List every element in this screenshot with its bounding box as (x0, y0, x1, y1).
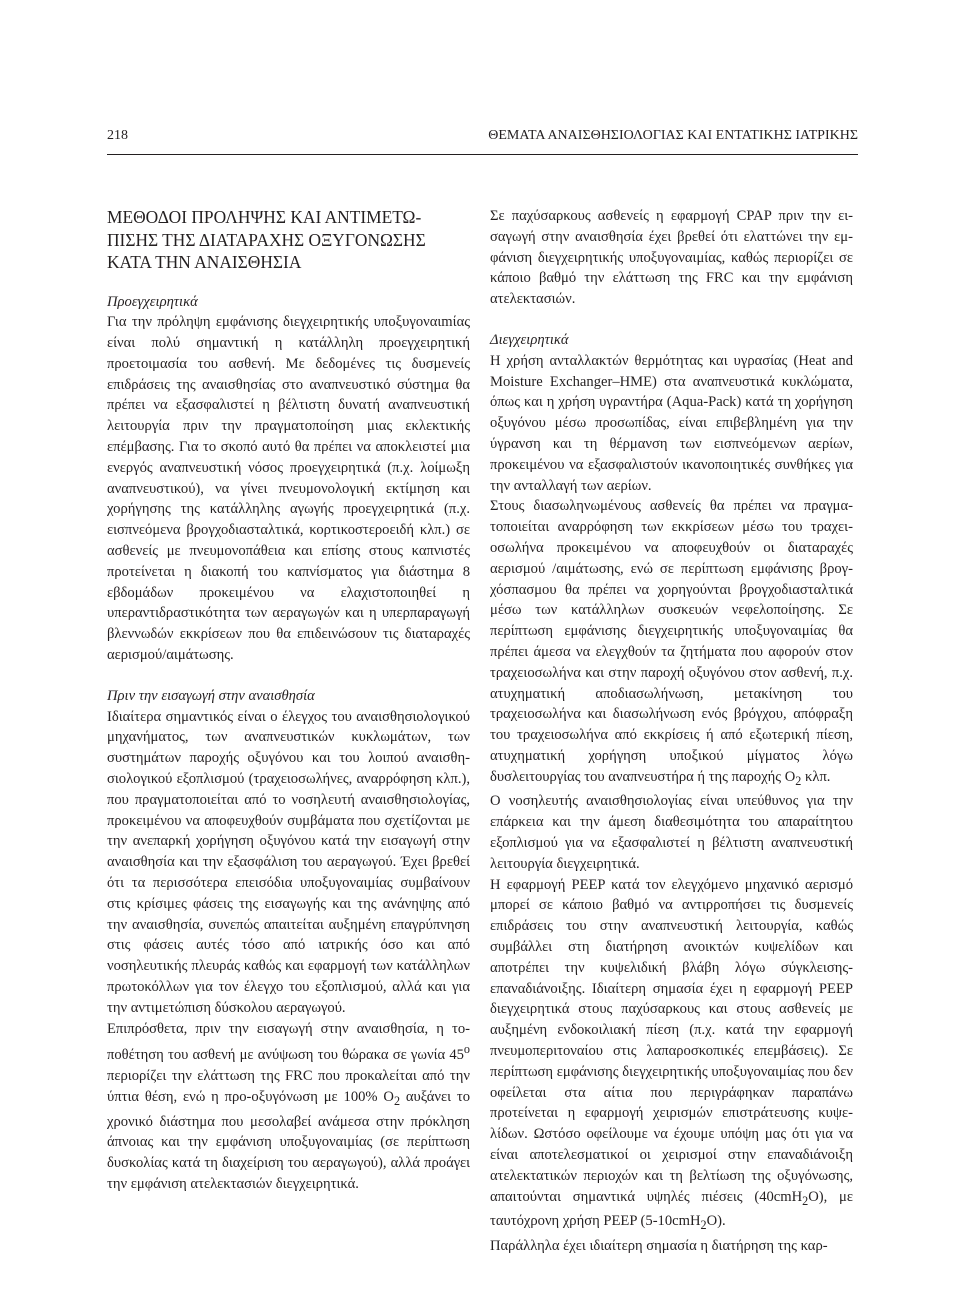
text-run: κλπ. (801, 768, 831, 785)
section-title (107, 206, 470, 274)
subheading-before-induction: Πριν την εισαγωγή στην αναισθησία (107, 687, 315, 704)
subscript: 2 (700, 1218, 707, 1233)
section-title-line-2: ΠΙΣΗΣ ΤΗΣ ΔΙΑΤΑΡΑΧΗΣ ΟΞΥΓΟΝΩΣΗΣ (107, 229, 426, 250)
text-run: Η εφαρμογή PEEP κατά τον ελεγχόμενο μηχανικό αερισμό μπορεί σε κάποιο βαθμό να αντιρροπήσει τις δυσμενείς επιδράσεις του στην αναπνευστική λειτουργία, καθώς συμβάλλει στη διατήρηση ανοικτών κυψελίδων και αποτρέπει την κυψελιδική βλάβη λόγω σύγκλεισης-επαναδιάνοιξης. Ιδιαίτερη σημασία έχει η εφαρμογή PEEP διεγχειρητικά στους παχύσαρκους και στους ασθενείς με αυξημένη ενδοκοιλιακή πίεση (π.χ. κατά την εφαρμογή πνευμοπεριτοναίου στις λαπαροσκοπικές επεμβάσεις). Σε περίπτωση εμφάνισης διεγχειρητικής υποξυγοναιμίας που δεν οφείλεται στα αίτια που περιγράφηκαν παραπάνω προτείνεται η εφαρμογή χειρισμών επιστράτευσης κυψελίδων. Ωστόσο οφείλουμε να έχουμε υπόψη μας ότι για να είναι αποτελεσματικοί οι χειρισμοί στην επαναδιάνοιξη ατελεκτατικών περιοχών και τη βελτίωση της οξυγόνωσης, απαιτούνται σημαντικά υψηλές πιέσεις (40cmH (490, 876, 853, 1205)
page-number: 218 (107, 128, 128, 143)
subscript: 2 (802, 1193, 809, 1208)
text-run: Στους διασωληνωμένους ασθενείς θα πρέπει να πραγματοποιείται αναρρόφηση των εκκρίσεων μέσω του τραχειοσωλήνα προκειμένου να αποφευχθούν οι διαταραχές αερισμού /αιμάτωσης, ενώ σε περίπτωση εμφάνισης βρογχόσπασμου θα πρέπει να χορηγούνται βρογχοδιασταλτικά μέσω των κατάλληλων συσκευών νεφελοποίησης. Σε περίπτωση εμφάνισης διεγχειρητικής υποξυγοναιμίας θα πρέπει άμεσα να ελεγχθούν τα ζητήματα που αφορούν στον τραχειοσωλήνα και στην παροχή οξυγόνου στον ασθενή, π.χ. ατυχηματική αποδιασωλήνωση, μετακίνηση του τραχειοσωλήνα και διασωλήνωση ενός βρόγχου, απόφραξη του τραχειοσωλήνα από εκκρίσεις ή από εξωτερική πίεση, ατυχηματική χορήγηση υποξικού μίγματος λόγω δυσλειτουργίας του αναπνευστήρα ή της παροχής O (490, 498, 853, 785)
subheading-preoperative: Προεγχειρητικά (107, 293, 198, 310)
paragraph-equipment-check: Ιδιαίτερα σημαντικός είναι ο έλεγχος του αναισθησιολογικού μηχανήματος, των αναπνευστικών κυκλωμάτων, των συστημάτων παροχής οξυγόνου και του λοιπού αναισθησιολογικού εξοπλισμού (τραχειοσωλήνες, αναρρόφηση κλπ.), που πραγματοποιείται από το νοσηλευτή αναισθησιολογίας, προκειμένου να αποφευχθούν συμβάματα που σχετίζονται με την ανεπαρκή χορήγηση οξυγόνου κατά την εισαγωγή στην αναισθησία και την εξασφάλιση του αεραγωγού. Έχει βρεθεί ότι τα περισσότερα επεισόδια υποξυγοναιμίας συμβαίνουν στις κρίσιμες φάσεις της εισαγωγής και της ανάνηψης από την αναισθησία, συνεπώς απαιτείται αυξημένη επαγρύπνηση στις φάσεις αυτές τόσο από ιατρικής όσο και από νοσηλευτικής πλευράς καθώς και εφαρμογή των κατάλληλων πρωτοκόλλων για τον έλεγχο του εξοπλισμού, αλλά και για την αντιμετώπιση δύσκολου αεραγωγού. (107, 708, 470, 1016)
paragraph-hme: Η χρήση ανταλλακτών θερμότητας και υγρασίας (Heat and Moisture Exchanger–HME) στα αναπνευστικά κυκλώματα, όπως και η χρήση υγραντήρα (Aqua-Pack) κατά τη χορήγηση οξυγόνου μέσω προσωπίδας, είναι επιβεβλημένη για την ύγρανση και τη θέρμανση των εισπνεόμενων αερίων, προκειμένου να εξασφαλιστούν ικανοποιητικές συνθήκες για την ανταλλαγή των αερίων. (490, 352, 853, 494)
paragraph-nurse-responsibility: Ο νοσηλευτής αναισθησιολογίας είναι υπεύθυνος για την επάρκεια και την άμεση διαθεσιμότητα του απαραίτητου εξοπλισμού για να εξασφαλιστεί η βέλτιστη αναπνευστική λειτουργία διεγχειρητικά. (490, 793, 853, 872)
right-column (490, 206, 853, 1257)
subscript: 2 (795, 773, 802, 788)
paragraph-intubated-patients (490, 496, 853, 791)
text-run: αυξάνει το χρονικό διάστημα που μεσολαβεί ανάμεσα στην πρόκληση άπνοιας και την εμφάνιση υποξυγοναιμίας (σε περίπτωση δυσκολίας κατά τη διαχείριση του αεραγωγού), αλλά προάγει την εμφάνιση ατελεκτασιών διεγχειρητικά. (107, 1088, 471, 1192)
paragraph-continuation: Παράλληλα έχει ιδιαίτερη σημασία η διατήρηση της καρ- (490, 1237, 828, 1254)
paragraph-preoperative: Για την πρόληψη εμφάνισης διεγχειρητικής υποξυγοναιmίας είναι πολύ σημαντική η κατάλληλη προεγχειρητική προετοιμασία του ασθενή. Με δεδομένες τις δυσμενείς επιδράσεις της αναισθησίας στο αναπνευστικό σύστημα θα πρέπει να εξασφαλιστεί η βέλτιστη δυνατή αναπνευστική λειτουργία πριν την πραγματοποίηση μιας εκλεκτικής επέμβασης. Για το σκοπό αυτό θα πρέπει να αποκλειστεί μια ενεργός αναπνευστική νόσος προεγχειρητικά (π.χ. λοίμωξη αναπνευστικού), να γίνει πνευμονολογική εκτίμηση και χορήγησης της κατάλληλης αγωγής προεγχειρητικά (π.χ. εισπνεόμενα βρογχοδιασταλτικά, κορτικοστεροειδή κλπ.) σε ασθενείς με πνευμονοπάθεια και επίσης στους καπνιστές προτείνεται η διακοπή του καπνίσματος για διάστημα 8 εβδομάδων προκειμένου να ελαχιστοποιηθεί η υπεραντιδραστικότητα των αεραγωγών και η υπερπαραγωγή βλεννωδών εκκρίσεων που θα επιδεινώσουν τις διαταραχές αερισμού/αιμάτωσης. (107, 314, 470, 664)
section-title-line-1: ΜΕΘΟΔΟΙ ΠΡΟΛΗΨΗΣ ΚΑΙ ΑΝΤΙΜΕΤΩ- (107, 207, 422, 227)
running-title: ΘΕΜΑΤΑ ΑΝΑΙΣΘΗΣΙΟΛΟΓΙΑΣ ΚΑΙ ΕΝΤΑΤΙΚΗΣ ΙΑΤΡΙΚΗΣ (488, 128, 858, 143)
paragraph-positioning (107, 1019, 470, 1195)
subheading-intraoperative: Διεγχειρητικά (490, 331, 569, 348)
text-run: Επιπρόσθετα, πριν την εισαγωγή στην αναισθησία, η τοποθέτηση του ασθενή με ανύψωση του θώρακα σε γωνία 45 (107, 1020, 470, 1064)
text-run: περιορίζει την ελάττωση της FRC που προκαλείται από την ύπτια θέση, ενώ η προ-οξυγόνωση με 100% O (107, 1068, 470, 1105)
left-column (107, 206, 470, 1195)
page-header (107, 126, 858, 146)
section-title-line-3: ΚΑΤΑ ΤΗΝ ΑΝΑΙΣΘΗΣΙΑ (107, 252, 302, 272)
text-run: O). (706, 1213, 726, 1230)
degree-superscript: ο (463, 1042, 470, 1057)
header-divider (107, 154, 858, 155)
subscript: 2 (393, 1093, 401, 1108)
paragraph-cpap: Σε παχύσαρκους ασθενείς η εφαρμογή CPAP πριν την εισαγωγή στην αναισθησία έχει βρεθεί ότι ελαττώνει την εμφάνιση διεγχειρητικής υποξυγοναιμίας, καθώς περιορίζει σε κάποιο βαθμό την ελάττωση της FRC και την εμφάνιση ατελεκτασιών. (490, 208, 853, 308)
text-run: O), με ταυτόχρονη χρήση PEEP (5-10cmH (490, 1188, 853, 1230)
paragraph-peep (490, 875, 853, 1236)
